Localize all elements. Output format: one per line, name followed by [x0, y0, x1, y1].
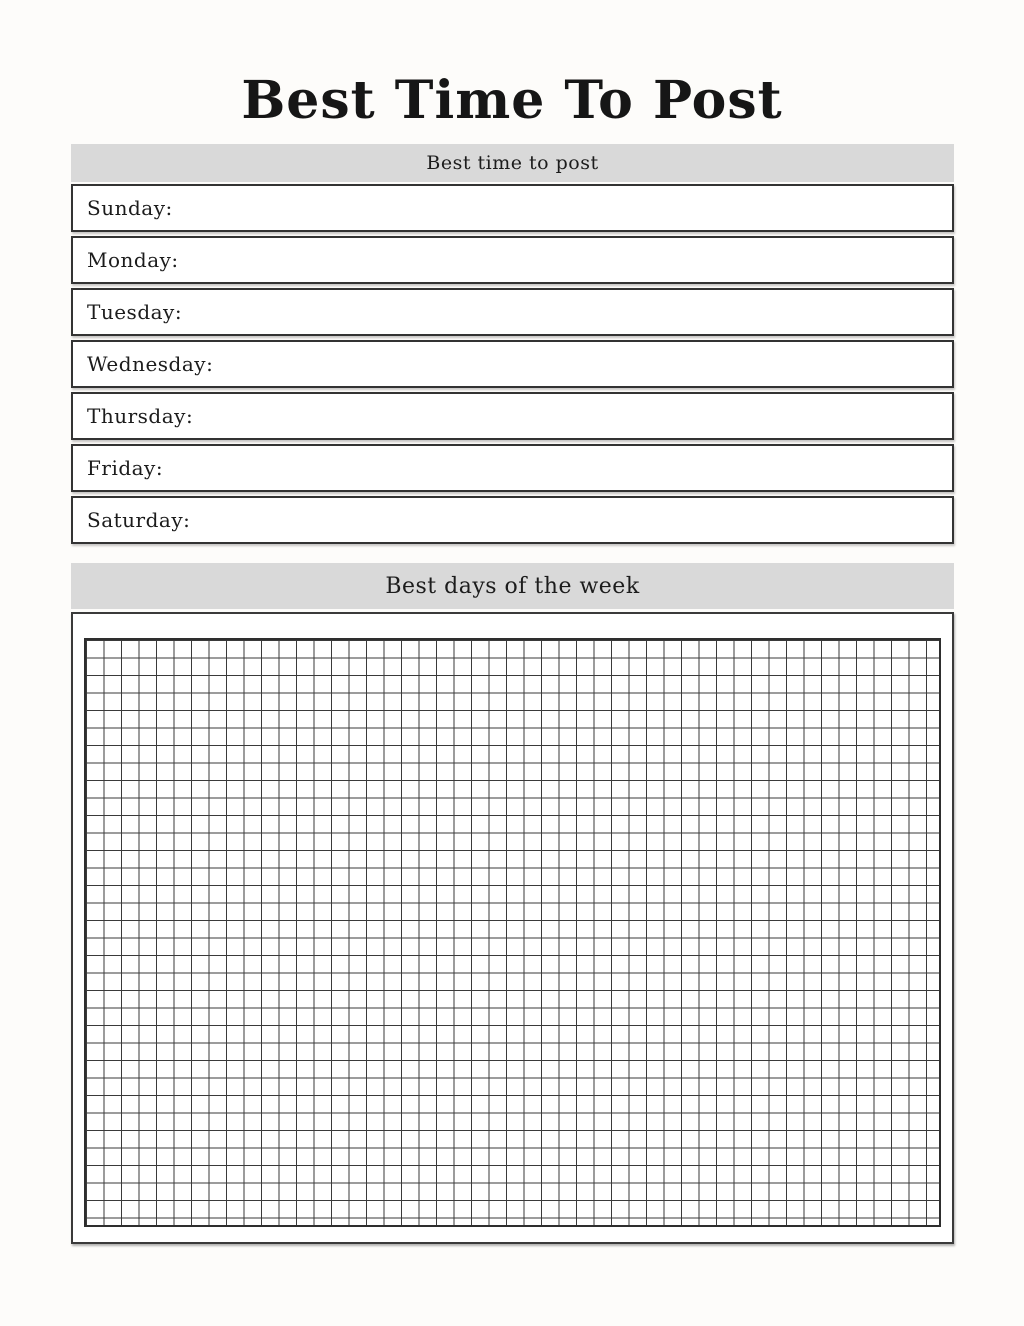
day-label: Saturday:: [87, 508, 191, 533]
day-label: Tuesday:: [87, 300, 183, 325]
best-days-section-header-label: Best days of the week: [385, 573, 640, 599]
day-row-monday[interactable]: [71, 236, 954, 284]
day-row-wednesday[interactable]: [71, 340, 954, 388]
day-fill-in-field[interactable]: [190, 498, 952, 542]
day-label: Thursday:: [87, 404, 194, 429]
day-fill-in-field[interactable]: [182, 290, 952, 334]
day-label: Wednesday:: [87, 352, 214, 377]
best-time-section-header: [71, 144, 954, 182]
day-fill-in-field[interactable]: [213, 342, 952, 386]
day-row-saturday[interactable]: [71, 496, 954, 544]
day-row-friday[interactable]: [71, 444, 954, 492]
day-row-sunday[interactable]: [71, 184, 954, 232]
page-title: Best Time To Post: [241, 70, 783, 131]
day-fill-in-field[interactable]: [173, 186, 952, 230]
day-label: Sunday:: [87, 196, 173, 221]
content-column: [71, 144, 954, 1244]
day-label: Monday:: [87, 248, 179, 273]
day-label: Friday:: [87, 456, 164, 481]
day-fill-in-field[interactable]: [193, 394, 952, 438]
planner-page: [0, 70, 1024, 1326]
day-fill-in-field[interactable]: [179, 238, 952, 282]
best-days-panel[interactable]: [71, 612, 954, 1244]
best-time-section-header-label: Best time to post: [426, 152, 599, 175]
day-fill-in-field[interactable]: [163, 446, 952, 490]
day-row-thursday[interactable]: [71, 392, 954, 440]
graph-paper-grid[interactable]: [84, 638, 942, 1227]
best-days-section-header: [71, 563, 954, 609]
day-row-tuesday[interactable]: [71, 288, 954, 336]
best-time-table: [71, 184, 954, 544]
